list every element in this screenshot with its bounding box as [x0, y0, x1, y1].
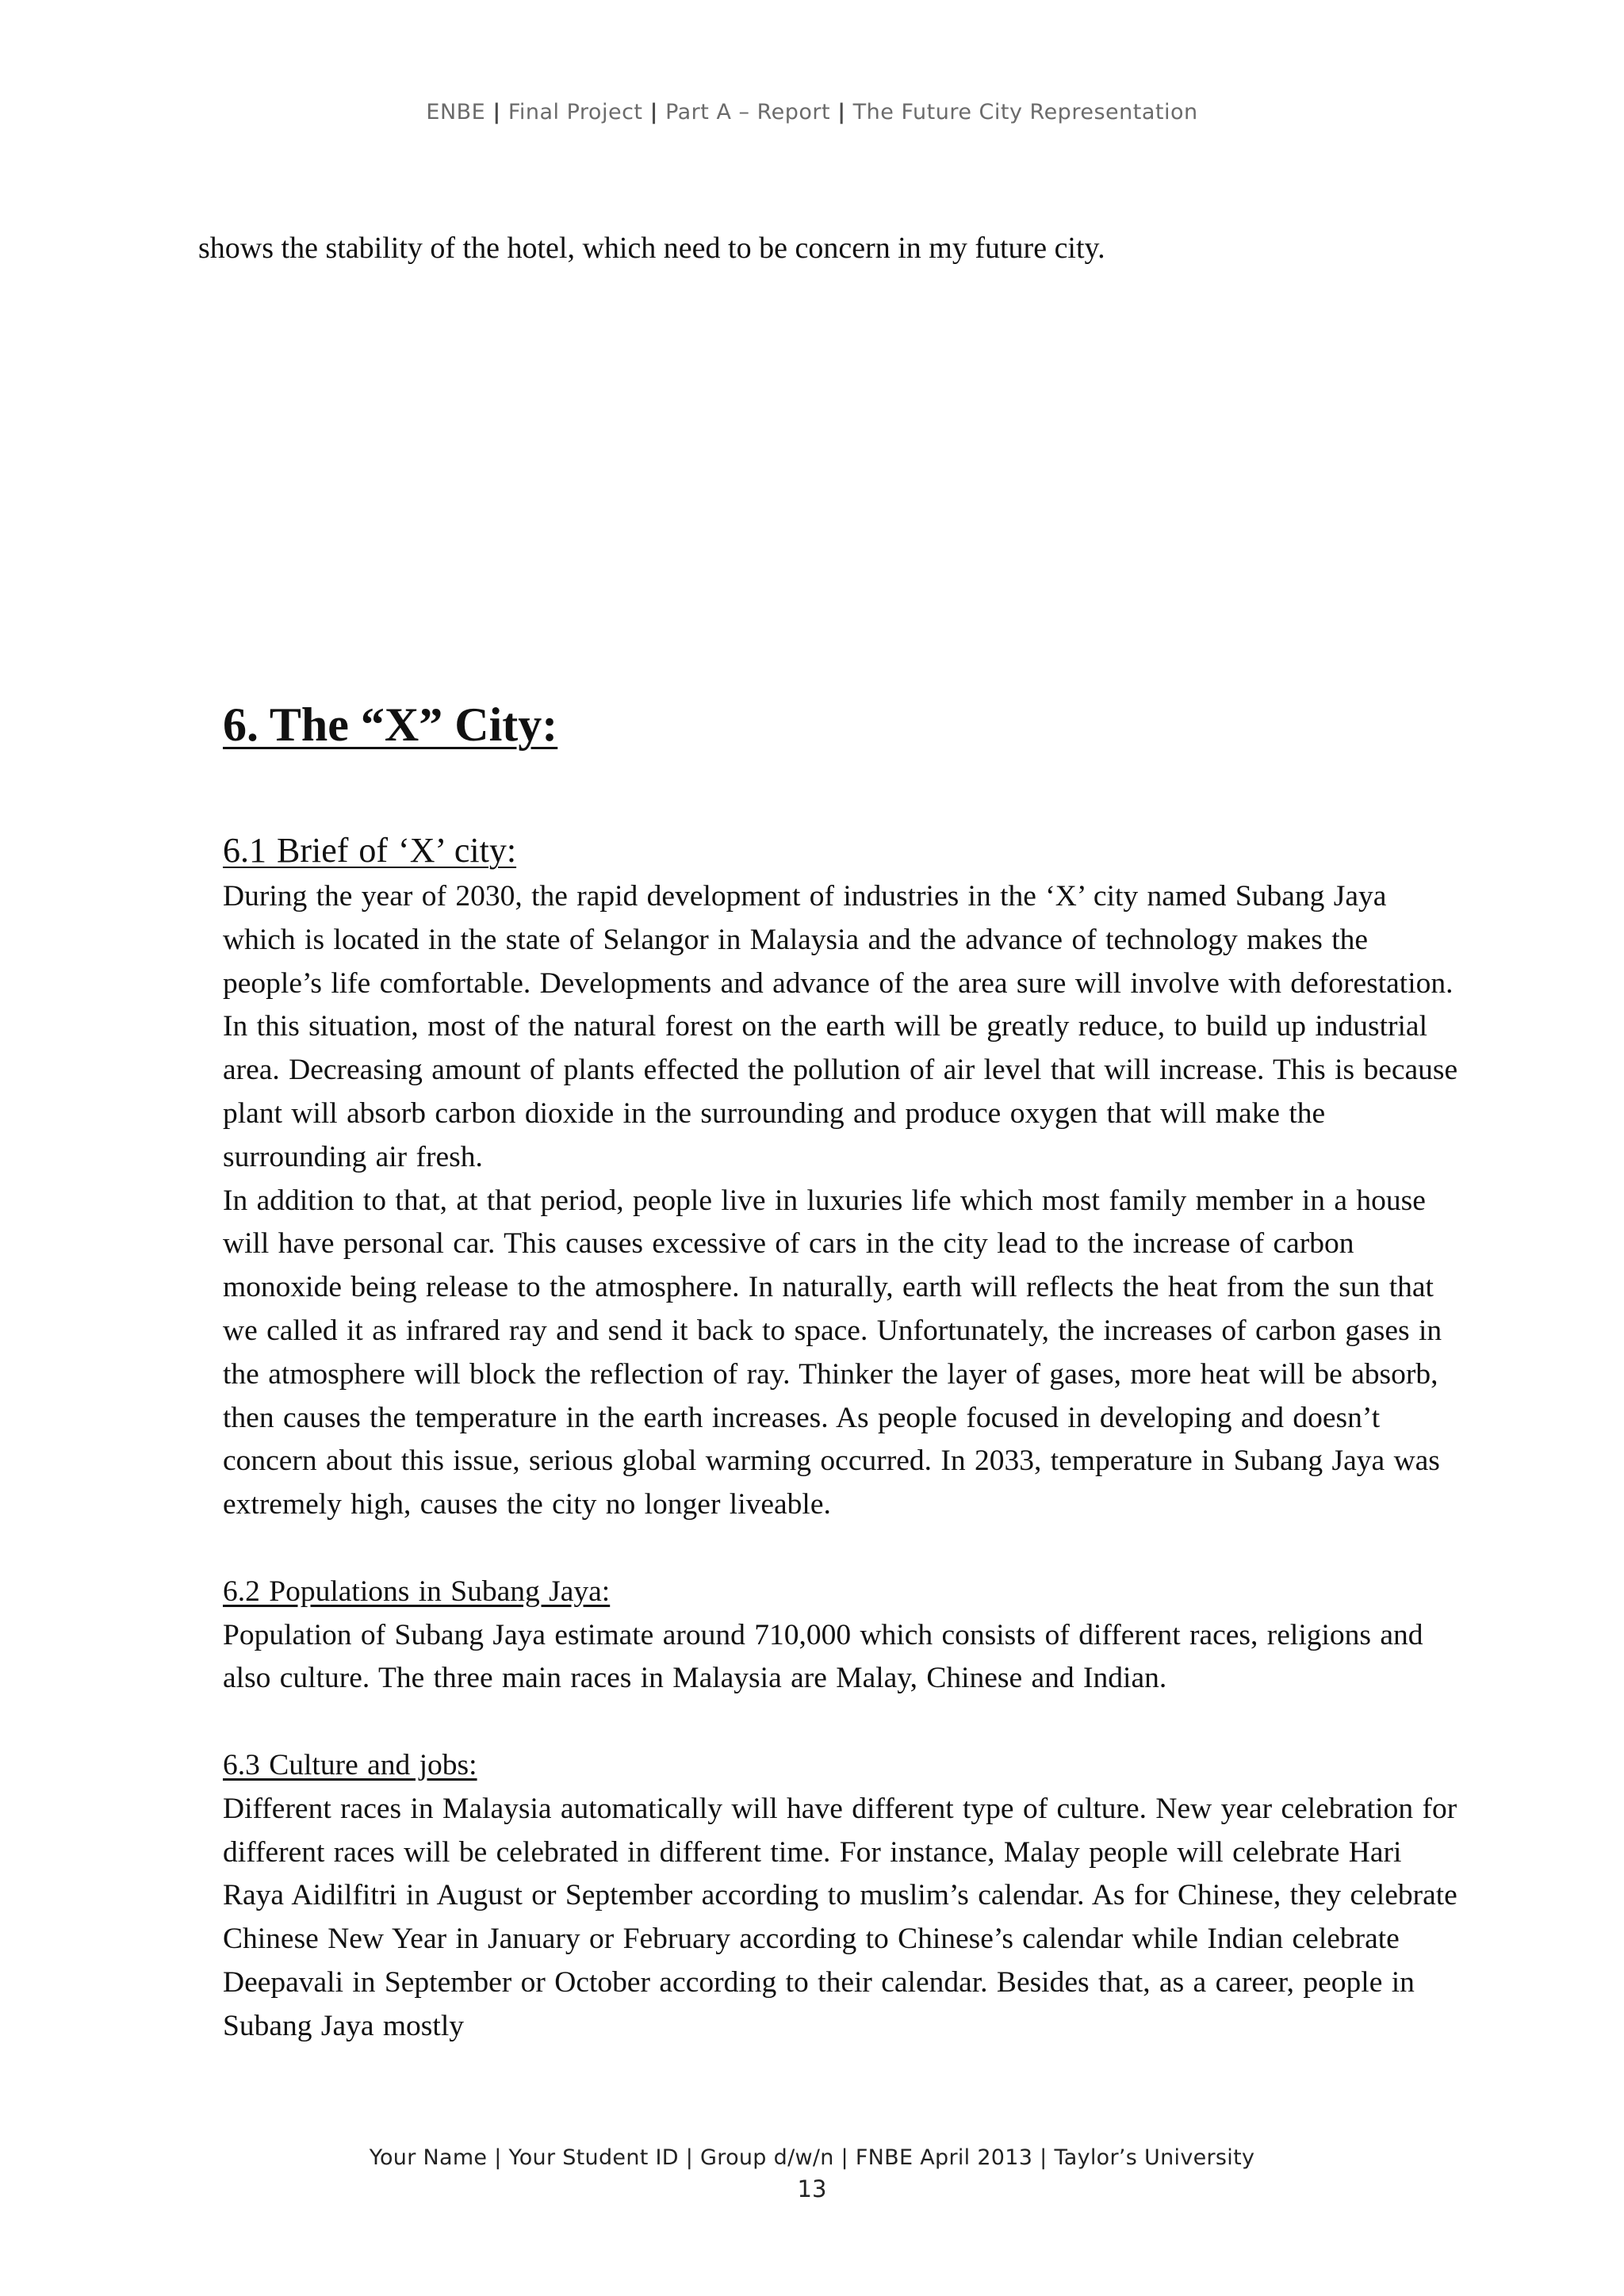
footer-name: Your Name [369, 2145, 488, 2170]
footer-separator: | [841, 2145, 848, 2170]
section-heading: 6. The “X” City: [223, 698, 558, 751]
subsection-title-culture: 6.3 Culture and jobs: [223, 1748, 477, 1781]
subsection-title-populations: 6.2 Populations in Subang Jaya: [223, 1575, 611, 1608]
footer-separator: | [685, 2145, 694, 2170]
header-separator: | [837, 100, 846, 124]
footer-university: Taylor’s University [1054, 2145, 1255, 2170]
footer-student-id: Your Student ID [508, 2145, 679, 2170]
paragraph-populations: Population of Subang Jaya estimate around 710,000 which consists of different races, religions and also culture. The three main races in Malaysia are Malay, Chinese and Indian. [223, 1618, 1423, 1695]
header-separator: | [492, 100, 501, 124]
page-number: 13 [797, 2175, 827, 2202]
header-separator: | [649, 100, 658, 124]
header-course: ENBE [426, 100, 486, 124]
header-project: Final Project [508, 100, 643, 124]
running-header [0, 100, 1624, 124]
footer-intake: FNBE April 2013 [855, 2145, 1033, 2170]
paragraph-brief-2: In addition to that, at that period, people live in luxuries life which most family member in a house will have personal car. This causes excessive of cars in the city lead to the increase of carbon monoxide being release to the atmosphere. In naturally, earth will reflects the heat from the sun that we called it as infrared ray and send it back to space. Unfortunately, the increases of carbon gases in the atmosphere will block the reflection of ray. Thinker the layer of gases, more heat will be absorb, then causes the temperature in the earth increases. As people focused in developing and doesn’t concern about this issue, serious global warming occurred. In 2033, temperature in Subang Jaya was extremely high, causes the city no longer liveable. [223, 1184, 1442, 1521]
footer-separator: | [1040, 2145, 1048, 2170]
continuation-paragraph: shows the stability of the hotel, which need to be concern in my future city. [198, 232, 1105, 265]
header-part: Part A – Report [665, 100, 831, 124]
paragraph-brief-1: During the year of 2030, the rapid development of industries in the ‘X’ city named Subang Jaya which is located in the state of Selangor in Malaysia and the advance of technology makes the people’s life comfortable. Developments and advance of the area sure will involve with deforestation. In this situation, most of the natural forest on the earth will be greatly reduce, to build up industrial area. Decreasing amount of plants effected the pollution of air level that will increase. This is because plant will absorb carbon dioxide in the surrounding and produce oxygen that will make the surrounding air fresh. [223, 880, 1458, 1173]
running-footer [0, 2145, 1624, 2170]
paragraph-culture: Different races in Malaysia automatically will have different type of culture. New year celebration for different races will be celebrated in different time. For instance, Malay people will celebrate Hari Raya Aidilfitri in August or September according to muslim’s calendar. As for Chinese, they celebrate Chinese New Year in January or February according to Chinese’s calendar while Indian celebrate Deepavali in September or October according to their calendar. Besides that, as a career, people in Subang Jaya mostly [223, 1792, 1457, 2042]
section-content [223, 826, 1460, 2049]
subsection-title-brief: 6.1 Brief of ‘X’ city: [223, 831, 517, 870]
footer-separator: | [494, 2145, 502, 2170]
footer-group: Group d/w/n [700, 2145, 834, 2170]
header-title: The Future City Representation [852, 100, 1198, 124]
